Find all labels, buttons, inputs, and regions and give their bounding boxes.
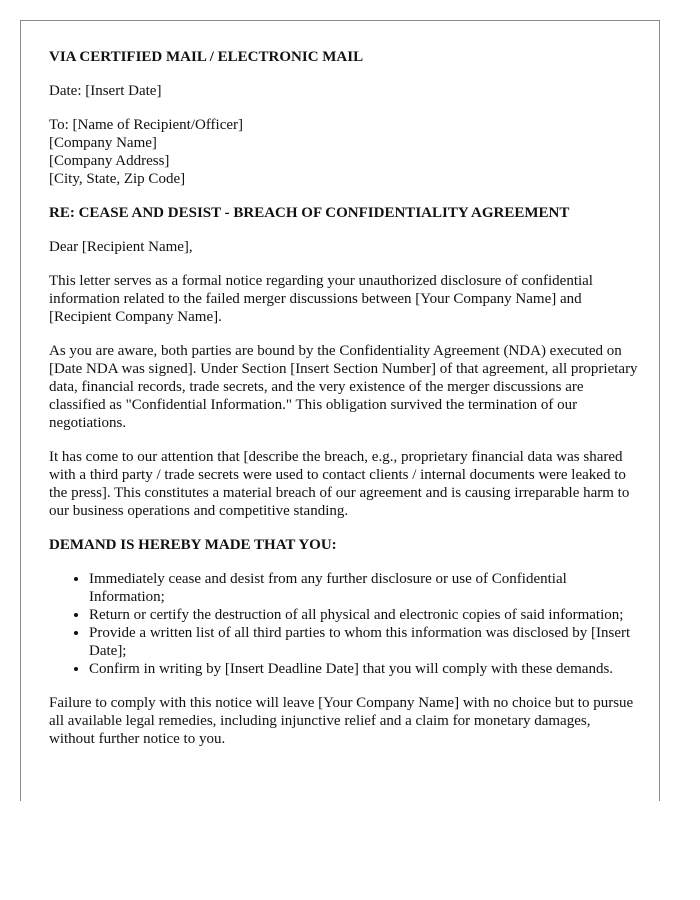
- demand-item: • Provide a written list of all third parties to whom this information was disclosed by [Insert Date];: [89, 624, 639, 660]
- delivery-method-line: VIA CERTIFIED MAIL / ELECTRONIC MAIL: [49, 49, 364, 65]
- recipient-line: To: [Name of Recipient/Officer]: [49, 117, 244, 133]
- recipient-line: [Company Address]: [49, 153, 170, 169]
- recipient-line: [Company Name]: [49, 135, 157, 151]
- letter-body: [49, 48, 639, 764]
- body-paragraph: It has come to our attention that [describe the breach, e.g., proprietary financial data was shared with a third party / trade secrets were used to contact clients / internal documents were leaked to the press]. This constitutes a material breach of our agreement and is causing irreparable harm to our business operations and competitive standing.: [49, 449, 630, 519]
- recipient-line: [City, State, Zip Code]: [49, 171, 186, 187]
- closing-paragraph: Failure to comply with this notice will leave [Your Company Name] with no choice but to pursue all available legal remedies, including injunctive relief and a claim for monetary damages, without further notice to you.: [49, 695, 634, 747]
- demand-list: [49, 570, 639, 678]
- recipient-address-block: [49, 116, 639, 188]
- body-paragraph: As you are aware, both parties are bound by the Confidentiality Agreement (NDA) executed on [Date NDA was signed]. Under Section [Insert Section Number] of that agreement, all proprietary data, financial records, trade secrets, and the very existence of the merger discussions are classified as "Confidential Information." This obligation survived the termination of our negotiations.: [49, 343, 638, 431]
- letter-page: [20, 20, 660, 801]
- subject-line: RE: CEASE AND DESIST - BREACH OF CONFIDENTIALITY AGREEMENT: [49, 205, 570, 221]
- date-line: Date: [Insert Date]: [49, 83, 162, 99]
- demand-item: • Confirm in writing by [Insert Deadline Date] that you will comply with these demands.: [89, 660, 639, 678]
- demand-item: • Return or certify the destruction of all physical and electronic copies of said information;: [89, 606, 639, 624]
- body-paragraph: This letter serves as a formal notice regarding your unauthorized disclosure of confidential information related to the failed merger discussions between [Your Company Name] and [Recipient Company Name].: [49, 273, 593, 325]
- salutation: Dear [Recipient Name],: [49, 239, 193, 255]
- demand-item: • Immediately cease and desist from any further disclosure or use of Confidential Information;: [89, 570, 639, 606]
- demand-heading: DEMAND IS HEREBY MADE THAT YOU:: [49, 537, 337, 553]
